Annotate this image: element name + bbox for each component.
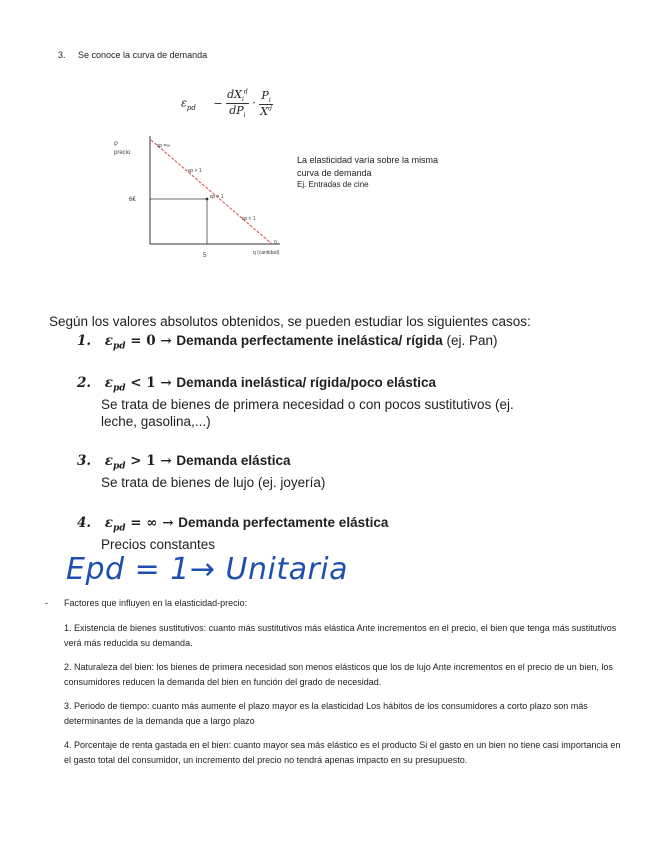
formula-den-2: $X^d$ (260, 105, 272, 119)
y-axis-label-p: P (114, 142, 119, 148)
formula-fraction-2 (259, 89, 273, 118)
label-elasticity-zero: 0 (274, 240, 277, 246)
case-3-title: Demanda elástica (176, 453, 291, 468)
handwritten-note: Epd = 1→ Unitaria (66, 552, 349, 587)
case-1-title: Demanda perfectamente inelástica/ rígida (176, 333, 443, 348)
formula-num-1: $dX_i^d$ (227, 88, 248, 104)
formula-lhs-sub: pd (186, 103, 196, 112)
case-3-op: > 1 → (125, 453, 177, 469)
case-4 (77, 515, 388, 534)
formula-den-1: $dP_i$ (229, 104, 246, 120)
section-title: Se conoce la curva de demanda (78, 50, 208, 60)
case-4-op: = ∞ → (125, 515, 179, 531)
unit-elastic-point (206, 198, 209, 201)
case-1-op: = 0 → (125, 333, 177, 349)
diagram-note-line-3: Ej. Entradas de cine (297, 180, 369, 189)
case-4-number: 4. (77, 515, 92, 531)
case-2-title: Demanda inelástica/ rígida/poco elástica (176, 375, 437, 390)
case-2 (77, 375, 436, 394)
formula-num-2: $P_i$ (259, 89, 273, 105)
label-elasticity-gt1: εp > 1 (188, 168, 202, 174)
case-1-symbol: ε (104, 333, 113, 349)
case-2-sub: pd (112, 383, 126, 394)
factors-heading: Factores que influyen en la elasticidad-precio: (64, 598, 248, 608)
label-elasticity-eq1: εp = 1 (210, 194, 224, 200)
formula-fraction-1 (226, 88, 249, 119)
price-tick-label: 6€ (129, 197, 136, 203)
formula-lhs: ε (181, 96, 187, 110)
case-1-sub: pd (112, 341, 126, 352)
diagram-note-line-2: curva de demanda (297, 167, 372, 178)
factor-item-1: 1. Existencia de bienes sustitutivos: cuanto más sustitutivos más elástica Ante incrementos en el precio, el bien que tenga más sustitutivos verá más reducida su demanda. (64, 623, 617, 648)
case-3 (77, 453, 290, 472)
section-heading (58, 49, 207, 61)
case-2-op: < 1 → (125, 375, 177, 391)
case-1 (77, 333, 498, 352)
case-3-sub: pd (112, 461, 126, 472)
label-elasticity-lt1: εp < 1 (242, 216, 256, 222)
factor-item-2: 2. Naturaleza del bien: los bienes de primera necesidad son menos elásticos que los de lujo Ante incrementos en el precio de un bien, los consumidores reducen la demanda del bien en función del grado de necesidad. (64, 662, 613, 687)
case-3-symbol: ε (104, 453, 113, 469)
section-number: 3. (58, 50, 66, 60)
cases-intro: Según los valores absolutos obtenidos, se pueden estudiar los siguientes casos: (49, 314, 531, 329)
x-axis-label: q (cantidad) (253, 250, 280, 256)
demand-curve-diagram (110, 132, 290, 262)
diagram-note-line-1: La elasticidad varía sobre la misma (297, 155, 439, 165)
case-2-number: 2. (77, 375, 92, 391)
label-elasticity-infinite: εp =∞ (157, 143, 170, 149)
formula-dot: · (252, 96, 256, 110)
formula-minus: − (213, 96, 223, 110)
factors-bullet: - (45, 598, 48, 608)
case-4-sub: pd (112, 523, 126, 534)
case-1-number: 1. (77, 333, 92, 349)
case-3-number: 3. (77, 453, 92, 469)
case-2-description: Se trata de bienes de primera necesidad o con pocos sustitutivos (ej. leche, gasolina,...) (101, 397, 514, 429)
factor-item-3: 3. Periodo de tiempo: cuanto más aumente el plazo mayor es la elasticidad Los hábitos de los consumidores a corto plazo son más determinantes de la demanda que a largo plazo (64, 701, 588, 726)
case-1-suffix: (ej. Pan) (442, 333, 498, 348)
case-4-title: Demanda perfectamente elástica (178, 515, 389, 530)
y-axis-label-precio: precio (114, 150, 131, 156)
case-2-symbol: ε (104, 375, 113, 391)
elasticity-formula (181, 88, 273, 119)
demand-line (151, 140, 272, 244)
case-4-symbol: ε (104, 515, 113, 531)
diagram-note (297, 154, 438, 192)
quantity-tick-label: 5 (203, 253, 207, 259)
case-4-description: Precios constantes (101, 537, 216, 552)
factor-item-4: 4. Porcentaje de renta gastada en el bien: cuanto mayor sea más elástico es el producto Si el gasto en un bien no tiene casi importancia en el gasto total del consumidor, un incremento del precio no tendrá apenas impacto en su presupuesto. (64, 740, 621, 765)
case-3-description: Se trata de bienes de lujo (ej. joyería) (101, 475, 326, 490)
